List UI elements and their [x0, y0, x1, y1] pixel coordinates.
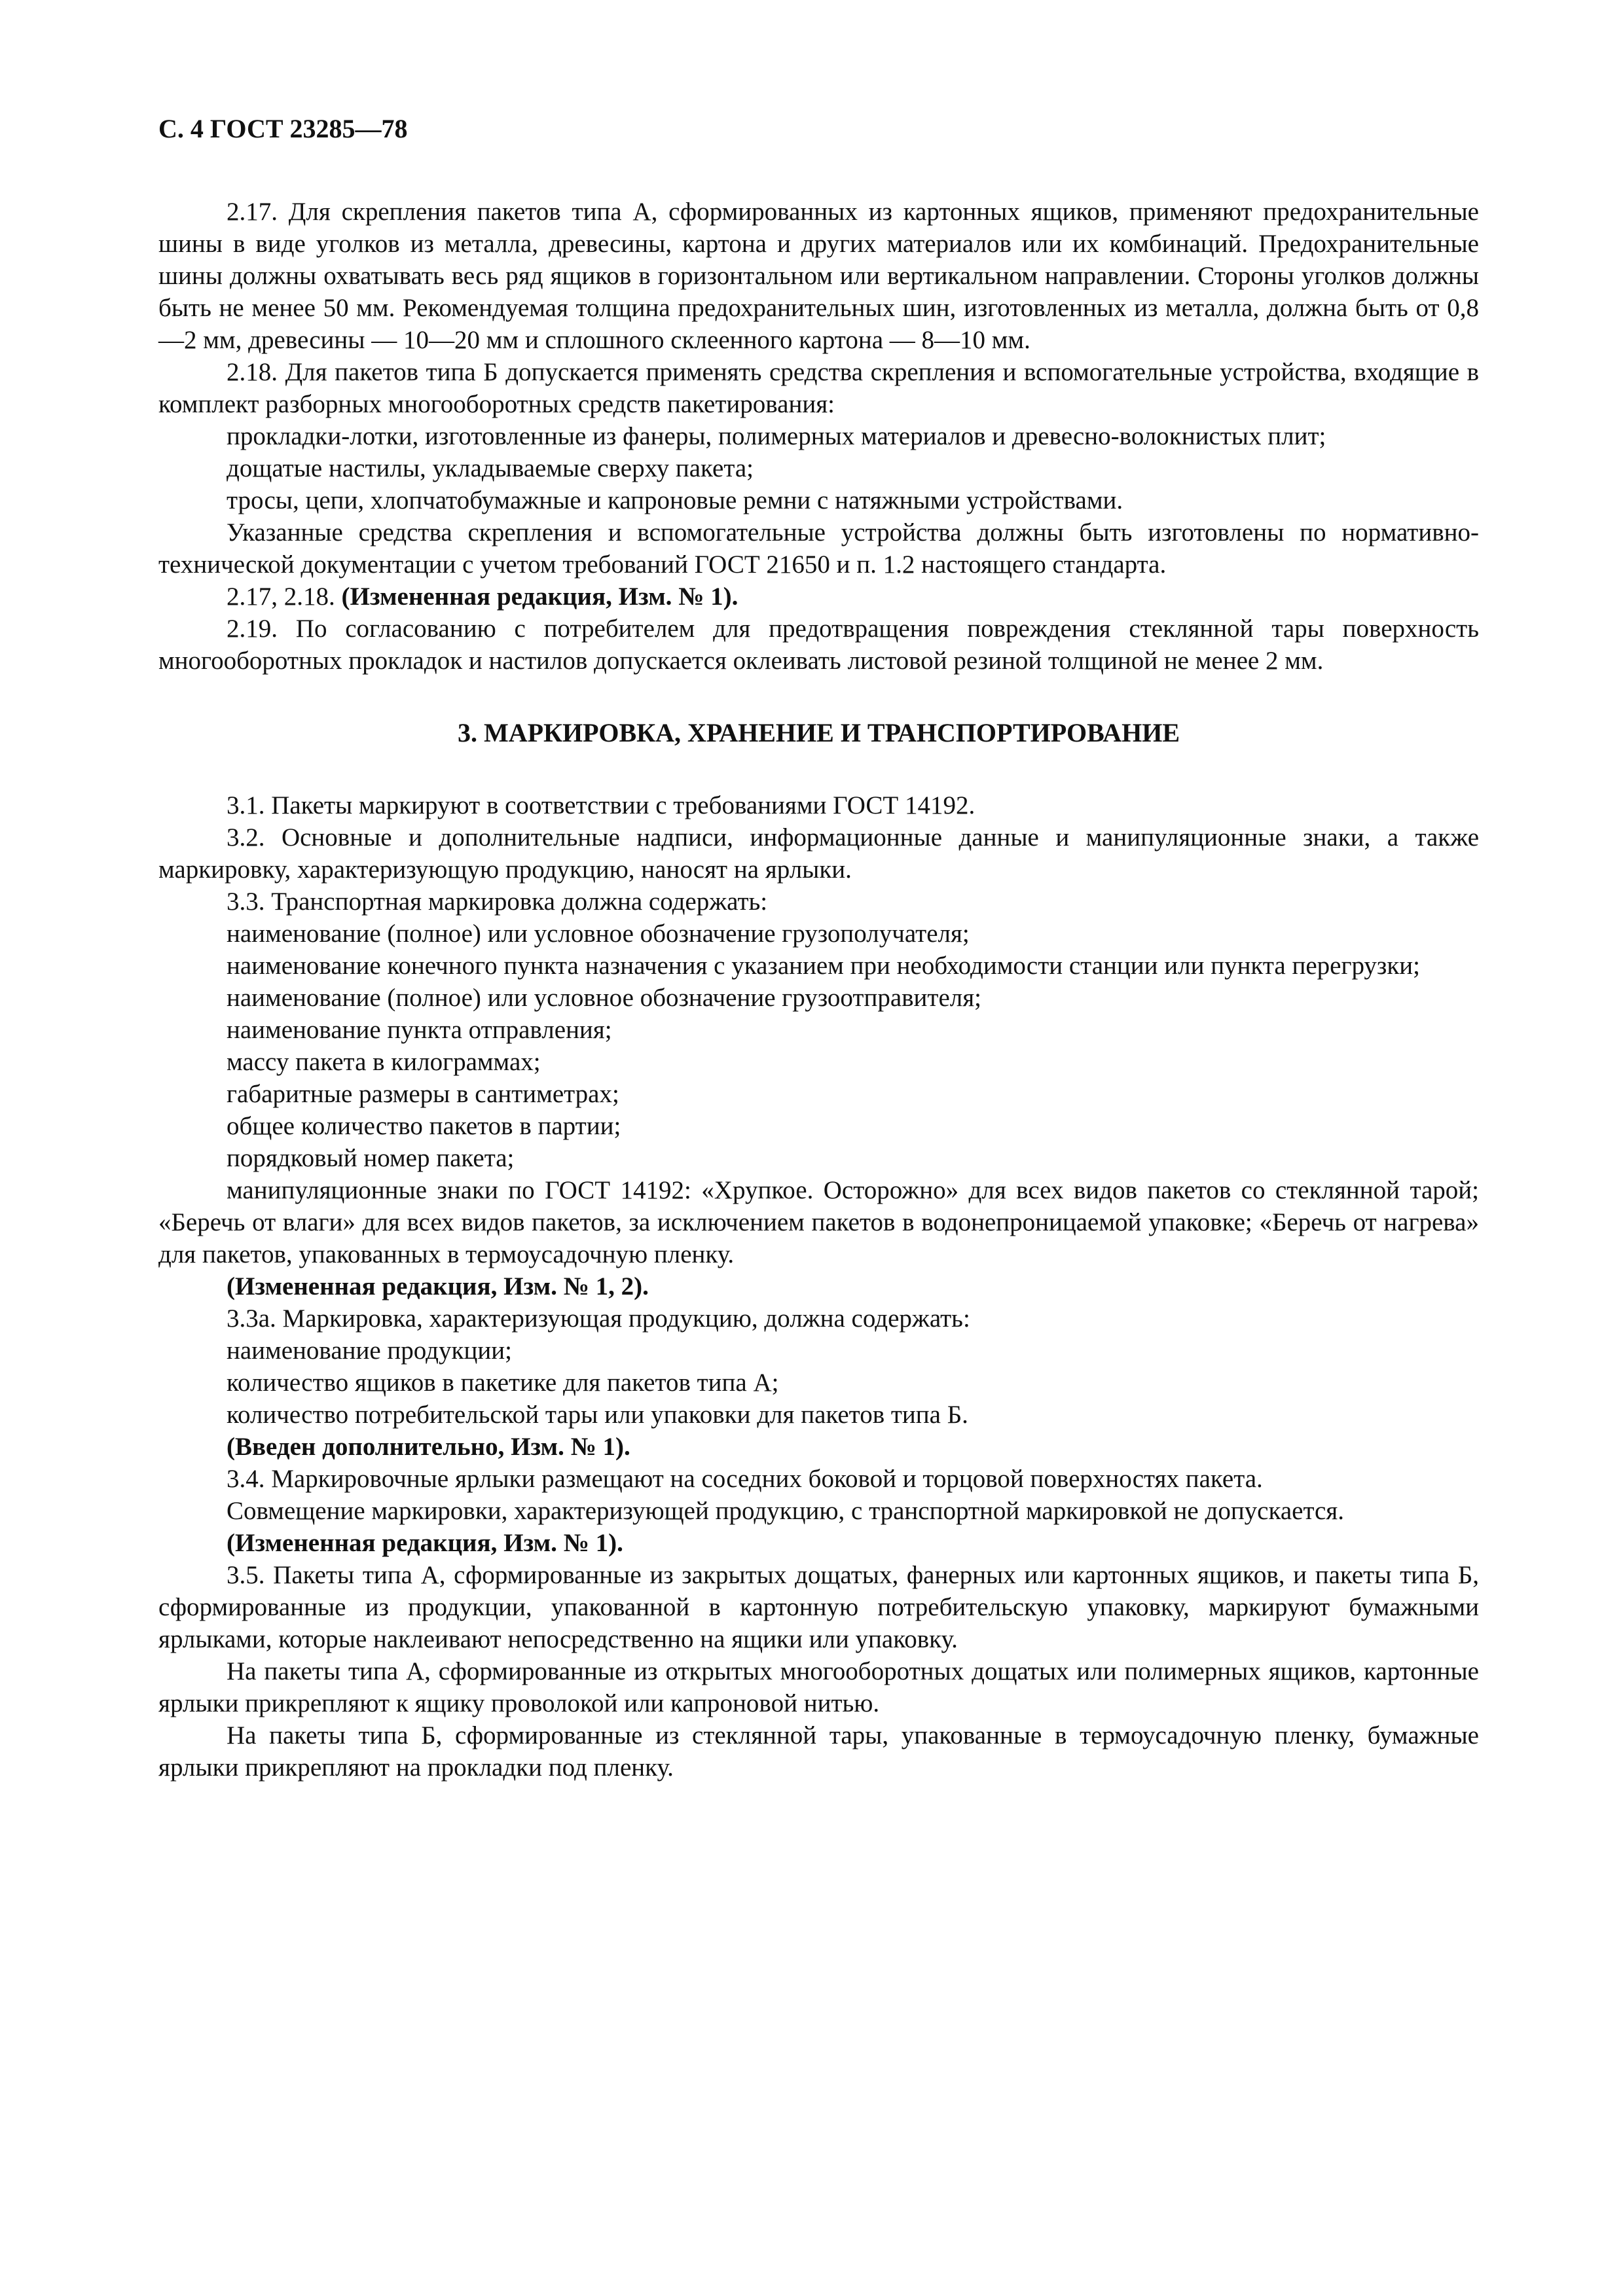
paragraph: наименование продукции;	[227, 1336, 512, 1365]
section-2-text	[158, 196, 1479, 677]
amendment-note: (Измененная редакция, Изм. № 1).	[227, 1529, 623, 1557]
section-3-text	[158, 789, 1479, 1784]
paragraph: Совмещение маркировки, характеризующей продукцию, с транспортной маркировкой не допускается.	[227, 1497, 1344, 1525]
paragraph: наименование (полное) или условное обозначение грузополучателя;	[227, 920, 970, 948]
paragraph: наименование пункта отправления;	[227, 1016, 612, 1044]
paragraph: Указанные средства скрепления и вспомогательные устройства должны быть изготовлены по нормативно-технической документации с учетом требований ГОСТ 21650 и п. 1.2 настоящего стандарта.	[158, 518, 1479, 579]
paragraph: 3.3. Транспортная маркировка должна содержать:	[227, 888, 768, 916]
paragraph: прокладки-лотки, изготовленные из фанеры, полимерных материалов и древесно-волокнистых плит;	[227, 422, 1326, 450]
paragraph: массу пакета в килограммах;	[227, 1048, 541, 1076]
paragraph: тросы, цепи, хлопчатобумажные и капроновые ремни с натяжными устройствами.	[227, 486, 1123, 514]
page-header: С. 4 ГОСТ 23285—78	[158, 114, 408, 143]
paragraph: габаритные размеры в сантиметрах;	[227, 1080, 619, 1108]
paragraph: 3.3а. Маркировка, характеризующая продукцию, должна содержать:	[227, 1304, 970, 1333]
paragraph: общее количество пакетов в партии;	[227, 1112, 621, 1140]
paragraph: дощатые настилы, укладываемые сверху пакета;	[227, 454, 754, 482]
amendment-note: (Введен дополнительно, Изм. № 1).	[227, 1433, 630, 1461]
paragraph: манипуляционные знаки по ГОСТ 14192: «Хрупкое. Осторожно» для всех видов пакетов со стеклянной тарой; «Беречь от влаги» для всех видов пакетов, за исключением пакетов в водонепроницаемой упаковке; «Беречь от нагрева» для пакетов, упакованных в термоусадочную пленку.	[158, 1176, 1479, 1268]
paragraph: 3.5. Пакеты типа А, сформированные из закрытых дощатых, фанерных или картонных ящиков, и пакеты типа Б, сформированные из продукции, упакованной в картонную потребительскую упаковку, маркируют бумажными ярлыками, которые наклеивают непосредственно на ящики или упаковку.	[158, 1561, 1479, 1653]
paragraph: 3.4. Маркировочные ярлыки размещают на соседних боковой и торцовой поверхностях пакета.	[227, 1465, 1263, 1493]
amendment-note: (Измененная редакция, Изм. № 1).	[341, 583, 739, 611]
paragraph: наименование конечного пункта назначения с указанием при необходимости станции или пункта перегрузки;	[227, 952, 1420, 980]
paragraph: На пакеты типа Б, сформированные из стеклянной тары, упакованные в термоусадочную пленку, бумажные ярлыки прикрепляют на прокладки под пленку.	[158, 1721, 1479, 1782]
paragraph: 3.1. Пакеты маркируют в соответствии с требованиями ГОСТ 14192.	[227, 791, 976, 819]
paragraph-text: 2.17, 2.18.	[227, 583, 342, 611]
paragraph: наименование (полное) или условное обозначение грузоотправителя;	[227, 984, 982, 1012]
paragraph: количество потребительской тары или упаковки для пакетов типа Б.	[227, 1401, 968, 1429]
paragraph: 2.19. По согласованию с потребителем для предотвращения повреждения стеклянной тары поверхность многооборотных прокладок и настилов допускается оклеивать листовой резиной толщиной не менее 2 мм.	[158, 615, 1479, 675]
paragraph: 3.2. Основные и дополнительные надписи, информационные данные и манипуляционные знаки, а также маркировку, характеризующую продукцию, наносят на ярлыки.	[158, 823, 1479, 884]
paragraph: На пакеты типа А, сформированные из открытых многооборотных дощатых или полимерных ящиков, картонные ярлыки прикрепляют к ящику проволокой или капроновой нитью.	[158, 1657, 1479, 1717]
amendment-note: (Измененная редакция, Изм. № 1, 2).	[227, 1272, 649, 1300]
paragraph: порядковый номер пакета;	[227, 1144, 515, 1172]
paragraph: 2.17. Для скрепления пакетов типа А, сформированных из картонных ящиков, применяют предохранительные шины в виде уголков из металла, древесины, картона и других материалов или их комбинаций. Предохранительные шины должны охватывать весь ряд ящиков в горизонтальном или вертикальном направлении. Стороны уголков должны быть не менее 50 мм. Рекомендуемая толщина предохранительных шин, изготовленных из металла, должна быть от 0,8—2 мм, древесины — 10—20 мм и сплошного склеенного картона — 8—10 мм.	[158, 198, 1479, 354]
paragraph: 2.18. Для пакетов типа Б допускается применять средства скрепления и вспомогательные устройства, входящие в комплект разборных многооборотных средств пакетирования:	[158, 358, 1479, 418]
paragraph	[158, 581, 1479, 613]
section-3-title: 3. МАРКИРОВКА, ХРАНЕНИЕ И ТРАНСПОРТИРОВАНИЕ	[457, 718, 1180, 747]
paragraph: количество ящиков в пакетике для пакетов типа А;	[227, 1369, 779, 1397]
